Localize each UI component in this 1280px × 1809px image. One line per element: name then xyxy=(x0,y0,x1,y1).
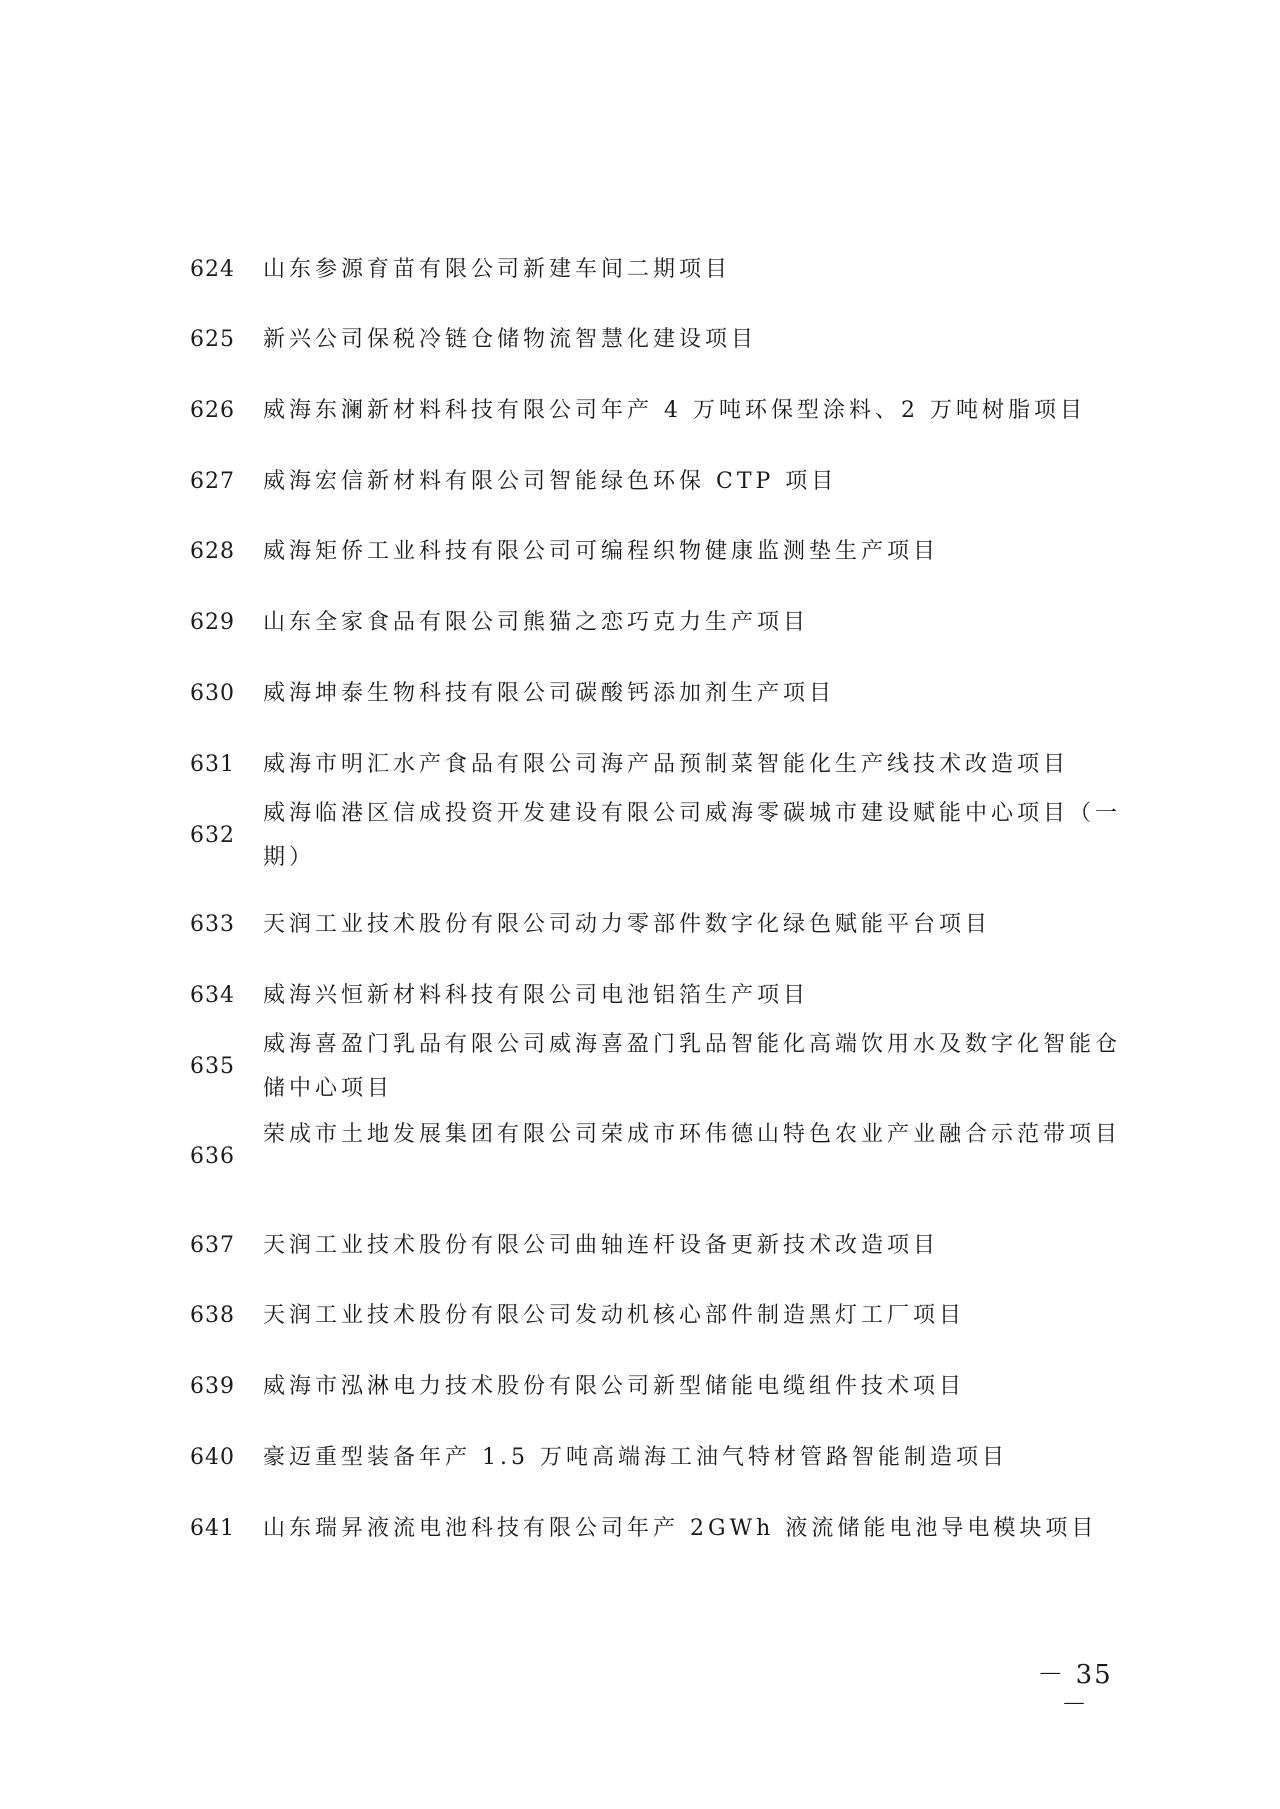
item-text: 山东参源育苗有限公司新建车间二期项目 xyxy=(263,257,732,282)
item-number: 635 xyxy=(190,1054,235,1079)
item-number: 633 xyxy=(190,912,235,937)
item-text: 威海市泓淋电力技术股份有限公司新型储能电缆组件技术项目 xyxy=(263,1374,966,1399)
item-number: 637 xyxy=(190,1233,235,1258)
item-number: 634 xyxy=(190,983,235,1008)
page-number: － 35 － xyxy=(1037,1660,1113,1720)
item-text: 天润工业技术股份有限公司发动机核心部件制造黑灯工厂项目 xyxy=(263,1303,966,1328)
item-number: 640 xyxy=(190,1445,235,1470)
item-text: 威海东澜新材料科技有限公司年产 4 万吨环保型涂料、2 万吨树脂项目 xyxy=(263,398,1086,423)
item-text: 山东全家食品有限公司熊猫之恋巧克力生产项目 xyxy=(263,610,810,635)
item-text: 威海市明汇水产食品有限公司海产品预制菜智能化生产线技术改造项目 xyxy=(263,752,1070,777)
item-text: 天润工业技术股份有限公司曲轴连杆设备更新技术改造项目 xyxy=(263,1233,940,1258)
item-number: 625 xyxy=(190,327,235,352)
item-text: 豪迈重型装备年产 1.5 万吨高端海工油气特材管路智能制造项目 xyxy=(263,1445,1008,1470)
item-number: 631 xyxy=(190,752,235,777)
item-text: 威海矩侨工业科技有限公司可编程织物健康监测垫生产项目 xyxy=(263,539,940,564)
item-text: 威海喜盈门乳品有限公司威海喜盈门乳品智能化高端饮用水及数字化智能仓储中心项目 xyxy=(263,1032,1122,1101)
item-number: 639 xyxy=(190,1374,235,1399)
item-number: 641 xyxy=(190,1516,235,1541)
item-text: 威海坤泰生物科技有限公司碳酸钙添加剂生产项目 xyxy=(263,681,836,706)
item-text: 山东瑞昇液流电池科技有限公司年产 2GWh 液流储能电池导电模块项目 xyxy=(263,1516,1098,1541)
item-number: 628 xyxy=(190,539,235,564)
item-text: 威海宏信新材料有限公司智能绿色环保 CTP 项目 xyxy=(263,469,838,494)
item-number: 629 xyxy=(190,610,235,635)
item-text: 威海兴恒新材料科技有限公司电池铝箔生产项目 xyxy=(263,983,810,1008)
item-number: 638 xyxy=(190,1303,235,1328)
item-number: 624 xyxy=(190,257,235,282)
item-number: 626 xyxy=(190,398,235,423)
item-number: 632 xyxy=(190,823,235,848)
item-text: 天润工业技术股份有限公司动力零部件数字化绿色赋能平台项目 xyxy=(263,912,992,937)
item-text: 威海临港区信成投资开发建设有限公司威海零碳城市建设赋能中心项目（一期） xyxy=(263,801,1122,870)
item-number: 627 xyxy=(190,469,235,494)
item-text: 新兴公司保税冷链仓储物流智慧化建设项目 xyxy=(263,327,758,352)
item-text: 荣成市土地发展集团有限公司荣成市环伟德山特色农业产业融合示范带项目 xyxy=(263,1122,1122,1147)
item-number: 636 xyxy=(190,1144,235,1169)
item-number: 630 xyxy=(190,681,235,706)
